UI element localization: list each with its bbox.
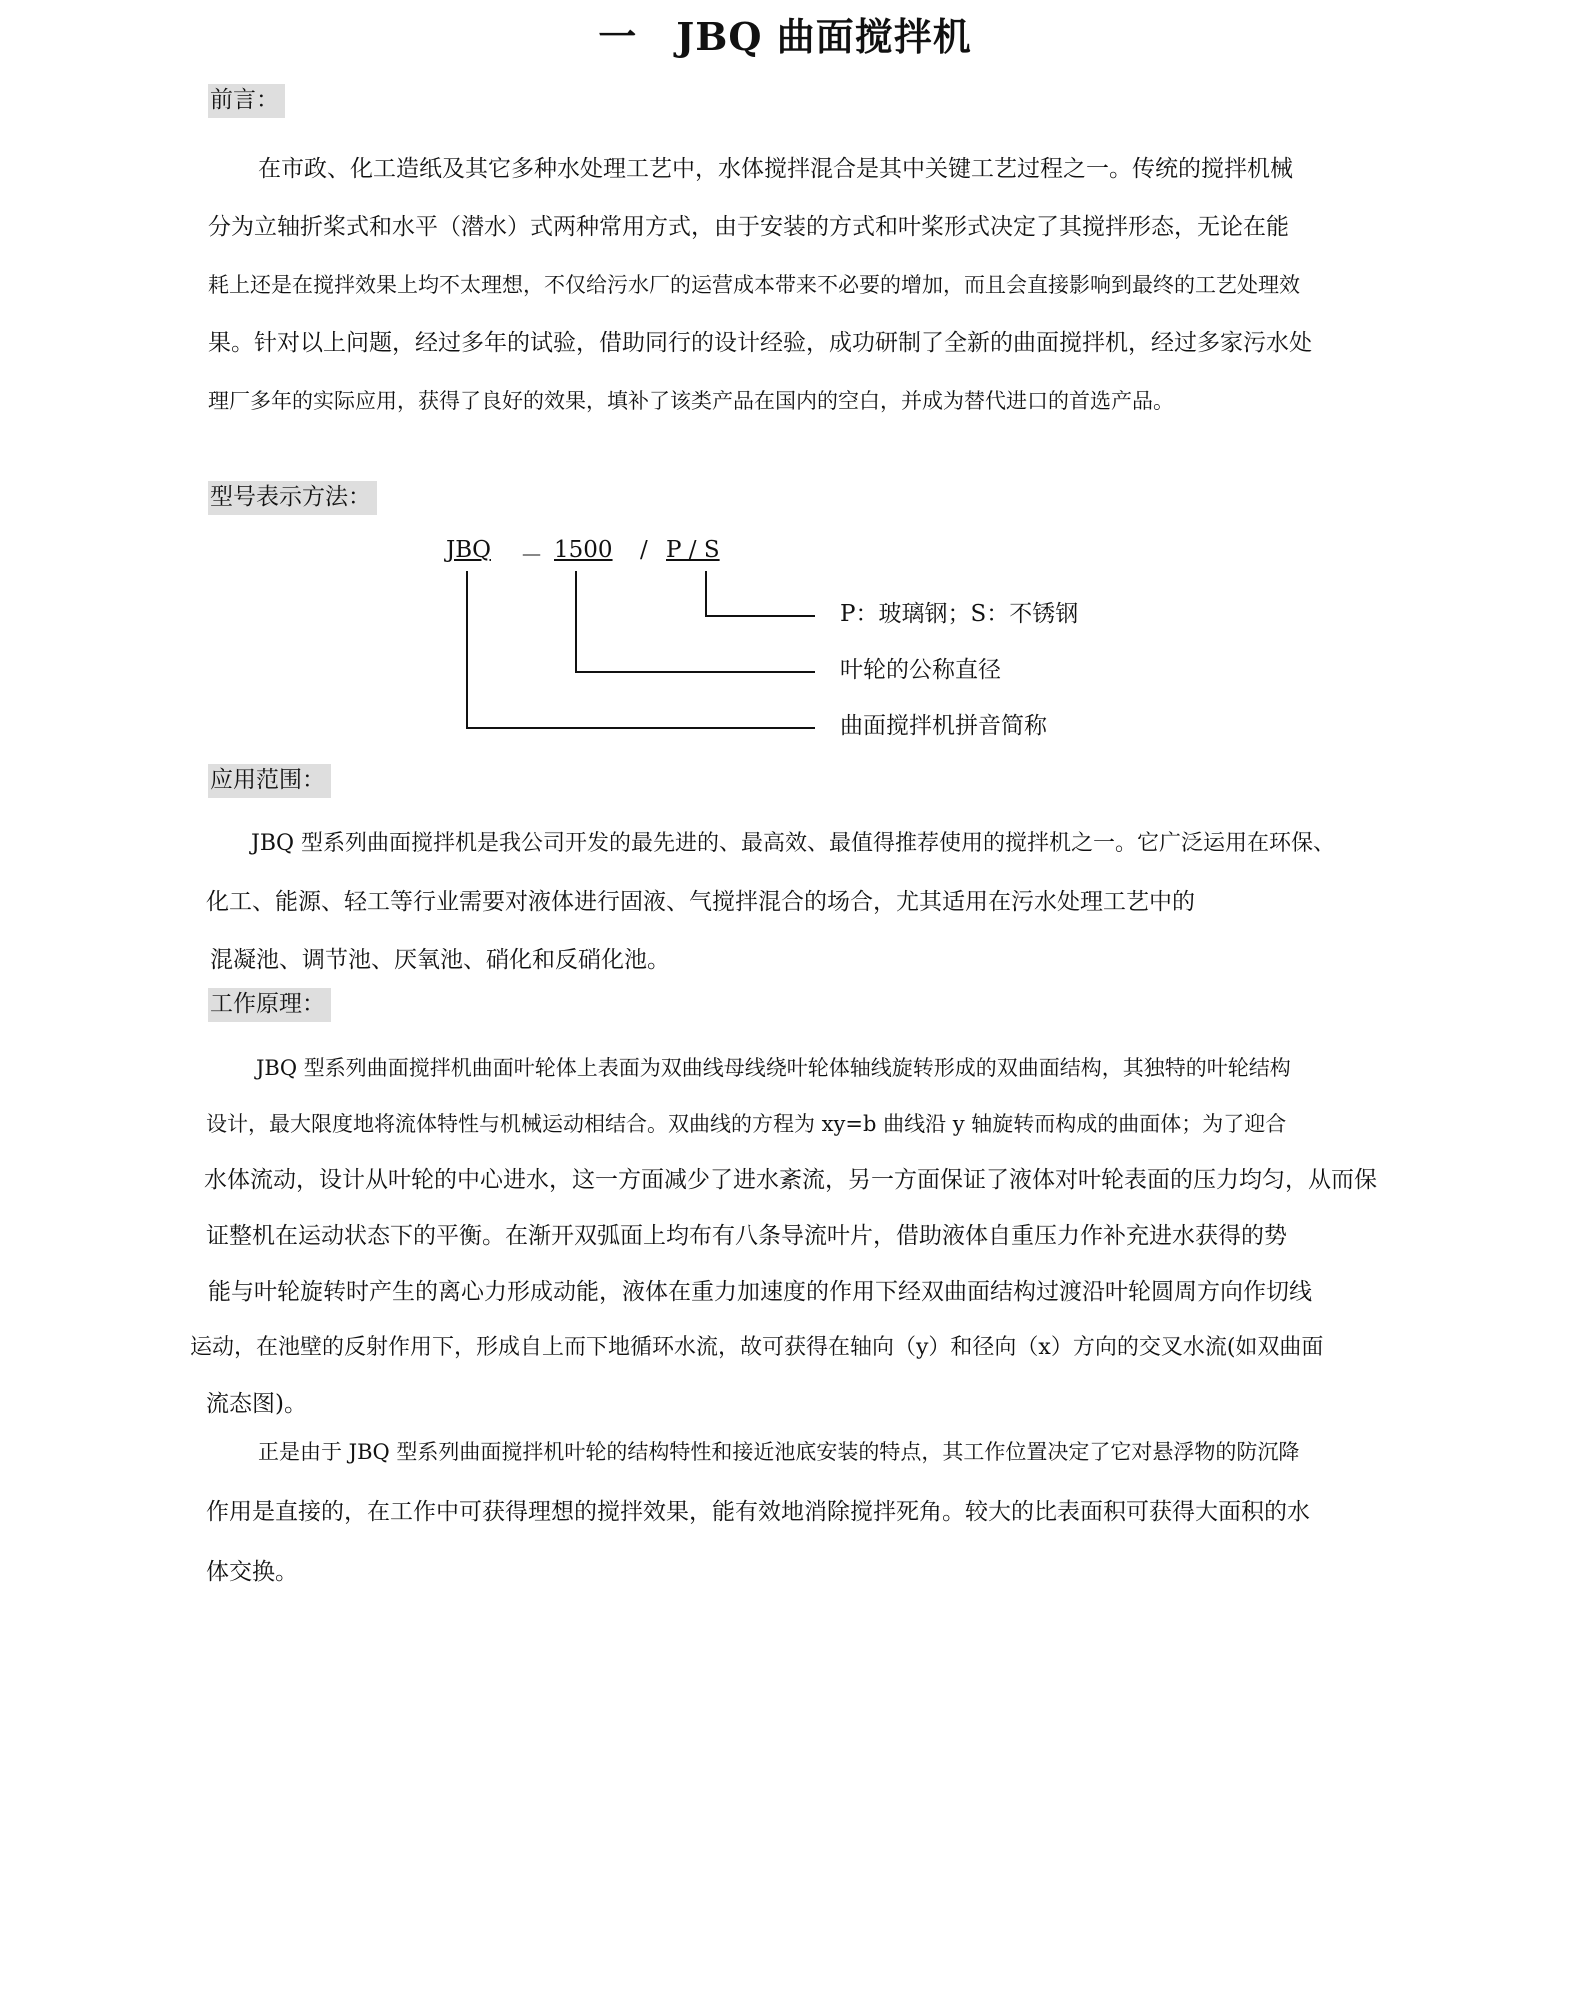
connector-material-horizontal xyxy=(705,615,815,617)
principle-line: 体交换。 xyxy=(206,1559,298,1585)
principle-line: 运动，在池壁的反射作用下，形成自上而下地循环水流，故可获得在轴向（y）和径向（x）方向的交叉水流(如双曲面 xyxy=(190,1335,1324,1360)
model-heading: 型号表示方法： xyxy=(208,481,377,515)
preface-paragraph xyxy=(208,140,1312,430)
label-diameter: 叶轮的公称直径 xyxy=(840,657,1001,683)
preface-line: 在市政、化工造纸及其它多种水处理工艺中，水体搅拌混合是其中关键工艺过程之一。传统的搅拌机械 xyxy=(258,156,1293,182)
application-line: 混凝池、调节池、厌氧池、硝化和反硝化池。 xyxy=(210,947,670,973)
principle-line: 设计，最大限度地将流体特性与机械运动相结合。双曲线的方程为 xy=b 曲线沿 y 轴旋转而构成的曲面体；为了迎合 xyxy=(206,1112,1287,1136)
code-dash: － xyxy=(520,543,543,569)
model-code-diagram xyxy=(440,537,1140,747)
application-paragraph xyxy=(206,815,1335,989)
code-jbq: JBQ xyxy=(446,537,491,563)
principle-line: JBQ 型系列曲面搅拌机曲面叶轮体上表面为双曲线母线绕叶轮体轴线旋转形成的双曲面结构，其独特的叶轮结构 xyxy=(256,1056,1291,1080)
page-title: 一 JBQ 曲面搅拌机 xyxy=(598,14,972,59)
application-line: JBQ 型系列曲面搅拌机是我公司开发的最先进的、最高效、最值得推荐使用的搅拌机之一。它广泛运用在环保、 xyxy=(251,831,1336,856)
principle-paragraph-2 xyxy=(206,1422,1310,1602)
principle-paragraph xyxy=(190,1040,1377,1432)
principle-line: 证整机在运动状态下的平衡。在渐开双弧面上均布有八条导流叶片，借助液体自重压力作补充进水获得的势 xyxy=(206,1223,1287,1249)
preface-line: 理厂多年的实际应用，获得了良好的效果，填补了该类产品在国内的空白，并成为替代进口的首选产品。 xyxy=(208,389,1174,413)
application-heading: 应用范围： xyxy=(208,764,331,798)
principle-heading: 工作原理： xyxy=(208,988,331,1022)
preface-line: 耗上还是在搅拌效果上均不太理想，不仅给污水厂的运营成本带来不必要的增加，而且会直接影响到最终的工艺处理效 xyxy=(208,273,1300,297)
application-line: 化工、能源、轻工等行业需要对液体进行固液、气搅拌混合的场合，尤其适用在污水处理工艺中的 xyxy=(206,889,1195,915)
principle-line: 作用是直接的，在工作中可获得理想的搅拌效果，能有效地消除搅拌死角。较大的比表面积可获得大面积的水 xyxy=(206,1499,1310,1525)
code-diameter: 1500 xyxy=(554,537,613,563)
connector-name-vertical xyxy=(466,571,468,729)
principle-line: 能与叶轮旋转时产生的离心力形成动能，液体在重力加速度的作用下经双曲面结构过渡沿叶轮圆周方向作切线 xyxy=(208,1279,1312,1305)
connector-material-vertical xyxy=(705,571,707,617)
connector-diameter-horizontal xyxy=(575,671,815,673)
label-material: P：玻璃钢；S：不锈钢 xyxy=(840,601,1079,627)
preface-line: 果。针对以上问题，经过多年的试验，借助同行的设计经验，成功研制了全新的曲面搅拌机，经过多家污水处 xyxy=(208,330,1312,356)
connector-diameter-vertical xyxy=(575,571,577,673)
preface-line: 分为立轴折桨式和水平（潜水）式两种常用方式，由于安装的方式和叶桨形式决定了其搅拌形态，无论在能 xyxy=(208,214,1289,240)
label-abbreviation: 曲面搅拌机拼音简称 xyxy=(840,713,1047,739)
code-material: P / S xyxy=(666,537,720,563)
preface-heading: 前言： xyxy=(208,84,285,118)
principle-line: 流态图)。 xyxy=(206,1391,307,1417)
principle-line: 水体流动，设计从叶轮的中心进水，这一方面减少了进水紊流，另一方面保证了液体对叶轮表面的压力均匀，从而保 xyxy=(204,1167,1377,1193)
code-slash: / xyxy=(640,537,648,563)
connector-name-horizontal xyxy=(466,727,815,729)
principle-line: 正是由于 JBQ 型系列曲面搅拌机叶轮的结构特性和接近池底安装的特点，其工作位置决定了它对悬浮物的防沉降 xyxy=(258,1440,1300,1464)
